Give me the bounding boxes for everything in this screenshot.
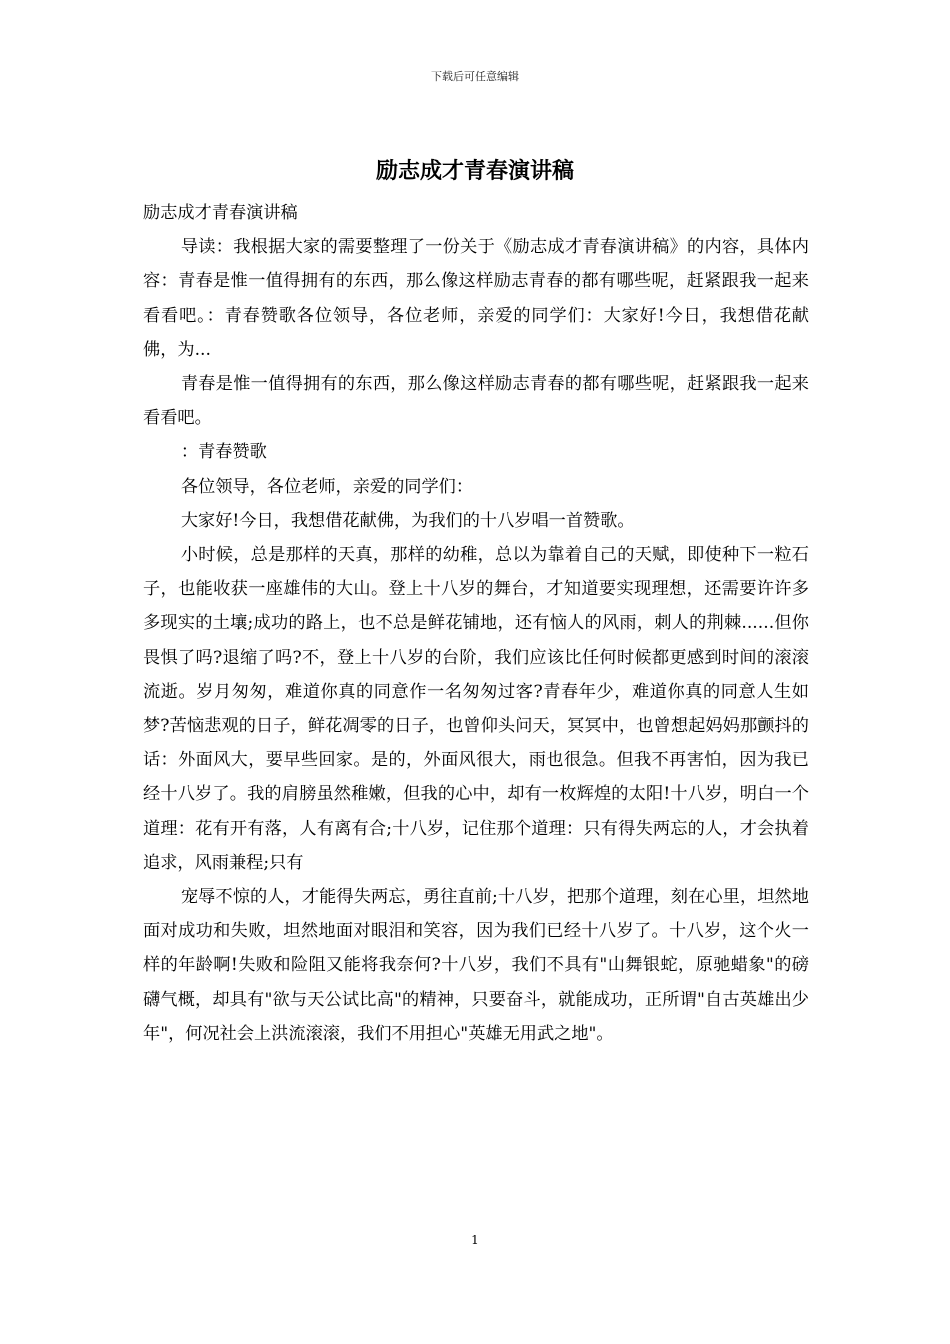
- header-note: 下载后可任意编辑: [431, 70, 519, 83]
- salutation-paragraph: 各位领导，各位老师，亲爱的同学们：: [180, 476, 474, 497]
- body-paragraph: 宠辱不惊的人，才能得失两忘，勇往直前;十八岁，把那个道理，刻在心里，坦然地面对成功和失败，坦然地面对眼泪和笑容，因为我们已经十八岁了。十八岁，这个火一样的年龄啊!失败和险阻又能将我奈何?十八岁，我们不具有"山舞银蛇，原驰蜡象"的磅礴气概，却具有"欲与天公试比高"的精神，只要奋斗，就能成功，正所谓"自古英雄出少年"，何况社会上洪流滚滚，我们不用担心"英雄无用武之地"。: [143, 887, 809, 1044]
- subtitle-paragraph: 励志成才青春演讲稿: [143, 203, 298, 223]
- section-heading: ：青春赞歌: [180, 442, 267, 463]
- greeting-paragraph: 大家好!今日，我想借花献佛，为我们的十八岁唱一首赞歌。: [180, 510, 635, 531]
- document-body: [143, 196, 809, 1051]
- body-paragraph: 小时候，总是那样的天真，那样的幼稚，总以为靠着自己的天赋，即使种下一粒石子，也能收获一座雄伟的大山。登上十八岁的舞台，才知道要实现理想，还需要许许多多现实的土壤;成功的路上，也不总是鲜花铺地，还有恼人的风雨，刺人的荆棘......但你畏惧了吗?退缩了吗?不，登上十八岁的台阶，我们应该比任何时候都更感到时间的滚滚流逝。岁月匆匆，难道你真的同意作一名匆匆过客?青春年少，难道你真的同意人生如梦?苦恼悲观的日子，鲜花凋零的日子，也曾仰头问天，冥冥中，也曾想起妈妈那颤抖的话：外面风大，要早些回家。是的，外面风很大，雨也很急。但我不再害怕，因为我已经十八岁了。我的肩膀虽然稚嫩，但我的心中，却有一枚辉煌的太阳!十八岁，明白一个道理：花有开有落，人有离有合;十八岁，记住那个道理：只有得失两忘的人，才会执着追求，风雨兼程;只有: [143, 545, 809, 873]
- body-paragraph: 青春是惟一值得拥有的东西，那么像这样励志青春的都有哪些呢，赶紧跟我一起来看看吧。: [143, 374, 809, 429]
- intro-paragraph: 导读：我根据大家的需要整理了一份关于《励志成才青春演讲稿》的内容，具体内容：青春是惟一值得拥有的东西，那么像这样励志青春的都有哪些呢，赶紧跟我一起来看看吧。：青春赞歌各位领导，各位老师，亲爱的同学们：大家好!今日，我想借花献佛，为...: [143, 237, 809, 360]
- document-title: 励志成才青春演讲稿: [375, 158, 574, 184]
- page-number: 1: [471, 1233, 479, 1247]
